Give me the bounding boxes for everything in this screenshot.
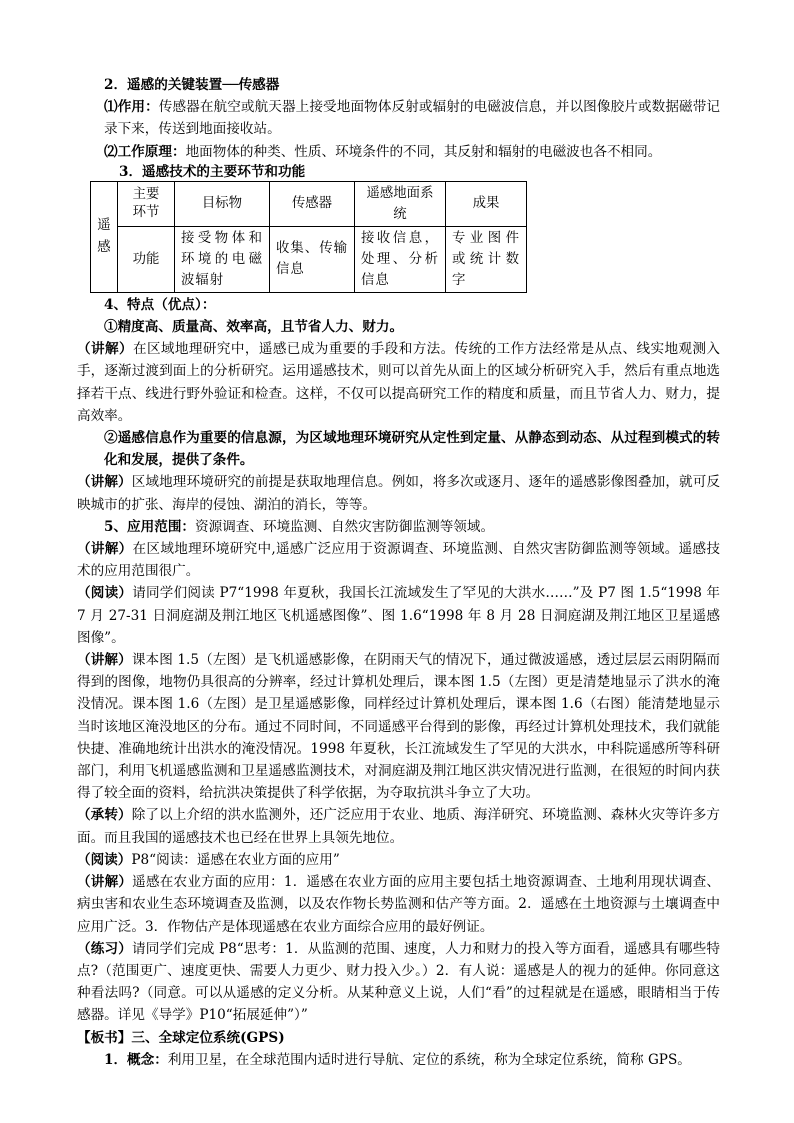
stage-cell: 成果 <box>446 181 527 226</box>
explain-text: 在区域地理环境研究中,遥感广泛应用于资源调查、环境监测、自然灾害防御监测等领域。遥感技术的应用范围很广。 <box>77 541 720 580</box>
explain-paragraph <box>77 338 720 427</box>
table-row-functions <box>91 226 527 292</box>
explain-text: 课本图 1.5（左图）是飞机遥感影像，在阴雨天气的情况下，通过微波遥感，透过层层云雨阴隔而得到的图像，地物仍具很高的分辨率，经过计算机处理后，课本图 1.5（左图）更是清楚地显示了洪水的淹没情况。课本图 1.6（左图）是卫星遥感影像，同样经过计算机处理后，课本图 1.6（右图）能清楚地显示当时该地区淹没地区的分布。通过不同时间，不同遥感平台得到的影像，再经过计算机处理技术，我们就能快捷、准确地统计出洪水的淹没情况。1998 年夏秋，长江流域发生了罕见的大洪水，中科院遥感所等科研部门，利用飞机遥感监测和卫星遥感监测技术，对洞庭湖及荆江地区洪灾情况进行监测，在很短的时间内获得了较全面的资料，给抗洪决策提供了科学依据，为夺取抗洪斗争立了大功。 <box>77 652 721 802</box>
transition-paragraph <box>77 804 720 848</box>
table-row-header <box>91 181 118 292</box>
function-cell: 接收信息，处理、分析信息 <box>355 226 446 292</box>
exercise-paragraph <box>77 938 720 1027</box>
reading-paragraph <box>77 582 720 649</box>
transition-label: （承转） <box>77 807 132 824</box>
exercise-label: （练习） <box>77 940 132 957</box>
exercise-text: 请同学们完成 P8“思考：1．从监测的范围、速度，人力和财力的投入等方面看，遥感具有哪些特点?（范围更广、速度更快、需要人力更少、财力投入少。）2．有人说：遥感是人的视力的延伸。你同意这种看法吗?（同意。可以从遥感的定义分析。从某种意义上说，人们“看”的过程就是在遥感，眼睛相当于传感器。详见《导学》P10“拓展延伸”）” <box>77 940 720 1024</box>
explain-text: 遥感在农业方面的应用：1．遥感在农业方面的应用主要包括土地资源调查、土地利用现状调查、病虫害和农业生态环境调查及监测，以及农作物长势监测和估产等方面。2．遥感在土地资源与土壤调查中应用广泛。3．作物估产是体现遥感在农业方面综合应用的最好例证。 <box>77 874 721 935</box>
stage-label-line: 环节 <box>132 204 160 220</box>
row-header-char: 遥 <box>97 217 111 233</box>
reading-label: （阅读） <box>77 851 132 868</box>
explain-text: 区域地理环境研究的前提是获取地理信息。例如，将多次或逐月、逐年的遥感影像图叠加，就可反映城市的扩张、海岸的侵蚀、湖泊的消长，等等。 <box>77 474 721 513</box>
transition-text: 除了以上介绍的洪水监测外，还广泛应用于农业、地质、海洋研究、环境监测、森林火灾等许多方面。而且我国的遥感技术也已经在世界上具领先地位。 <box>77 807 721 846</box>
function-label-cell: 功能 <box>118 226 175 292</box>
section-5-label: 5、应用范围： <box>104 518 196 535</box>
board-text: 三、全球定位系统(GPS) <box>131 1029 285 1046</box>
board-heading <box>77 1027 720 1049</box>
explain-text: 在区域地理研究中，遥感已成为重要的手段和方法。传统的工作方法经常是从点、线实地观测入手，逐渐过渡到面上的分析研究。运用遥感技术，则可以首先从面上的区域分析研究入手，然后有重点地选择若干点、线进行野外验证和检查。这样，不仅可以提高研究工作的精度和质量，而且节省人力、财力，提高效率。 <box>77 341 721 424</box>
stage-cell: 目标物 <box>175 181 270 226</box>
sensor-principle-text: 地面物体的种类、性质、环境条件的不同，其反射和辐射的电磁波也各不相同。 <box>185 143 662 160</box>
explain-paragraph <box>77 649 720 804</box>
function-cell: 收集、传输信息 <box>270 226 355 292</box>
gps-concept-text: 利用卫星，在全球范围内适时进行导航、定位的系统，称为全球定位系统，简称 GPS。 <box>167 1051 691 1068</box>
sensor-function-label: ⑴作用： <box>104 99 159 116</box>
explain-label: （讲解） <box>77 341 133 358</box>
explain-label: （讲解） <box>77 541 133 558</box>
sensor-principle-label: ⑵工作原理： <box>104 143 186 160</box>
gps-concept <box>77 1049 720 1071</box>
stage-cell: 传感器 <box>270 181 355 226</box>
reading-paragraph <box>77 849 720 871</box>
stage-cell: 遥感地面系统 <box>355 181 446 226</box>
sensor-principle <box>77 141 720 163</box>
section-4-heading: 4、特点（优点）： <box>104 296 216 313</box>
explain-label: （讲解） <box>77 652 132 669</box>
table-row-stages <box>91 181 527 226</box>
gps-concept-label: 1．概念： <box>104 1051 168 1068</box>
explain-label: （讲解） <box>77 874 133 891</box>
document-page <box>77 74 720 1071</box>
row-header-char: 感 <box>97 239 111 255</box>
explain-paragraph <box>77 871 720 938</box>
stage-label-line: 主要 <box>132 186 160 202</box>
explain-label: （讲解） <box>77 474 132 491</box>
function-cell: 接受物体和环境的电磁波辐射 <box>175 226 270 292</box>
board-label: 【板书】 <box>77 1029 132 1046</box>
explain-paragraph <box>77 538 720 582</box>
section-2-heading: 2．遥感的关键装置──传感器 <box>104 77 280 93</box>
remote-sensing-table <box>90 181 527 293</box>
reading-text: 请同学们阅读 P7“1998 年夏秋，我国长江流域发生了罕见的大洪水……”及 P7 图 1.5“1998 年 7 月 27-31 日洞庭湖及荆江地区飞机遥感图像”、图 1.6“1998 年 8 月 28 日洞庭湖及荆江地区卫星遥感图像”。 <box>77 585 720 646</box>
feature-point-2: ②遥感信息作为重要的信息源，为区域地理环境研究从定性到定量、从静态到动态、从过程到模式的转化和发展，提供了条件。 <box>104 430 720 469</box>
remote-sensing-table-wrap <box>77 181 720 293</box>
stage-label-cell <box>118 181 175 226</box>
section-5-text: 资源调查、环境监测、自然灾害防御监测等领域。 <box>195 518 495 535</box>
sensor-function <box>77 96 720 140</box>
section-3-heading: 3．遥感技术的主要环节和功能 <box>119 163 306 180</box>
function-cell: 专业图件或统计数字 <box>446 226 527 292</box>
sensor-function-text: 传感器在航空或航天器上接受地面物体反射或辐射的电磁波信息，并以图像胶片或数据磁带记录下来，传送到地面接收站。 <box>104 99 720 138</box>
section-5-heading <box>77 516 720 538</box>
feature-point-1: ①精度高、质量高、效率高，且节省人力、财力。 <box>104 319 404 336</box>
reading-label: （阅读） <box>77 585 133 602</box>
reading-text: P8“阅读：遥感在农业方面的应用” <box>131 851 340 868</box>
explain-paragraph <box>77 471 720 515</box>
